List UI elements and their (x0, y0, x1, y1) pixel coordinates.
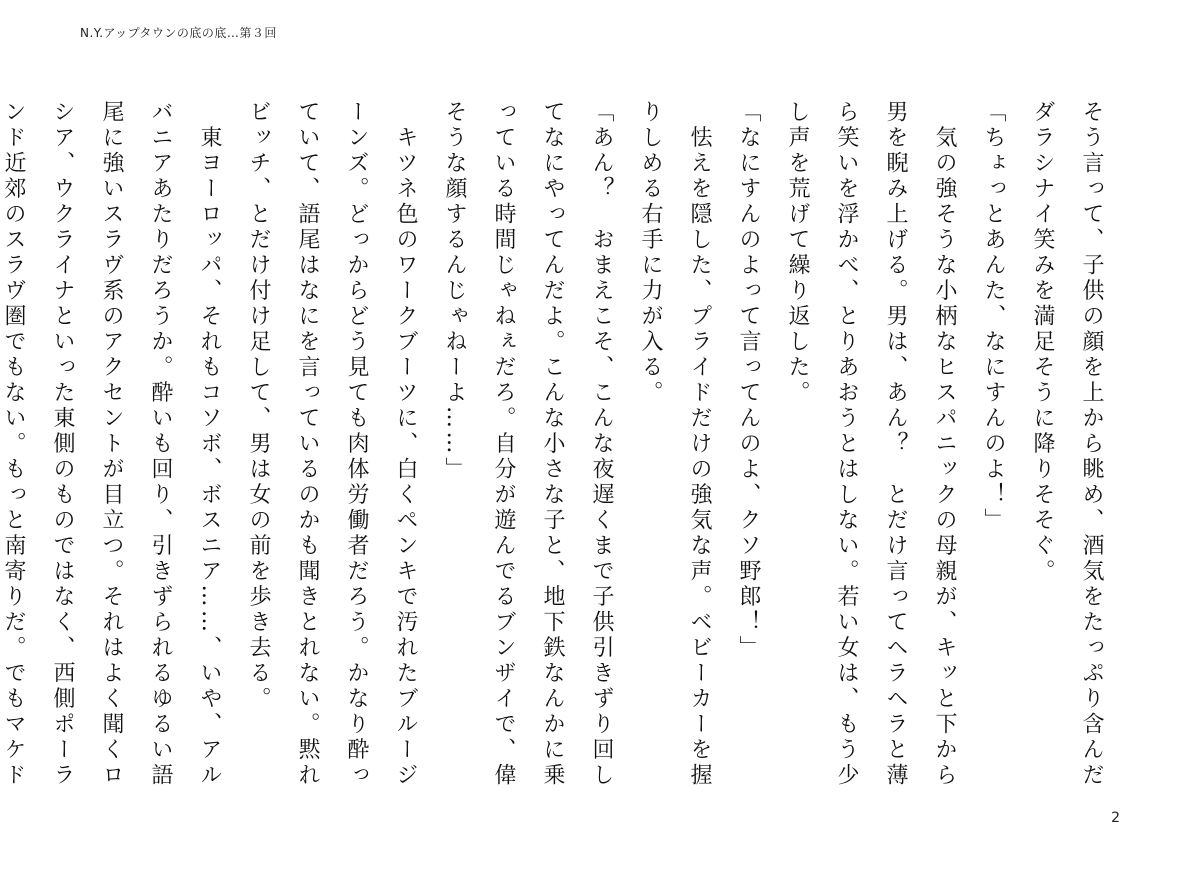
paragraph: 怯えを隠した、プライドだけの強気な声。ベビーカーを握りしめる右手に力が入る。 (638, 100, 712, 789)
running-header: N.Y.アップタウンの底の底…第３回 (80, 26, 277, 40)
paragraph: 東ヨーロッパ、それもコソボ、ボスニア……、いや、アルバニアあたりだろうか。酔いも回り、引きずられるゆるい語尾に強いスラヴ系のアクセントが目立つ。それはよく聞くロシア、ウクライナといった東側のものではなく、西側ポーランド近郊のスラヴ圏でもない。もっと南寄りだ。でもマケド (1, 100, 222, 789)
paragraph: そう言って、子供の顔を上から眺め、酒気をたっぷり含んだダラシナイ笑みを満足そうに降りそそぐ。 (1030, 100, 1104, 789)
paragraph: キツネ色のワークブーツに、白くペンキで汚れたブルージーンズ。どっからどう見ても肉体労働者だろう。かなり酔っていて、語尾はなにを言っているのかも聞きとれない。黙れビッチ、とだけ付け足して、男は女の前を歩き去る。 (246, 100, 418, 789)
body-text (1, 100, 1116, 800)
paragraph: 「なにすんのよって言ってんのよ、クソ野郎！」 (736, 100, 761, 661)
paragraph: 気の強そうな小柄なヒスパニックの母親が、キッと下から男を睨み上げる。男は、あん？ とだけ言ってヘラヘラと薄ら笑いを浮かべ、とりあおうとはしない。若い女は、もう少し声を荒げて繰り返した。 (785, 100, 957, 789)
page-number: 2 (1111, 810, 1120, 826)
paragraph: 「あん？ おまえこそ、こんな夜遅くまで子供引きずり回してなにやってんだよ。こんな小さな子と、地下鉄なんかに乗っている時間じゃねぇだろ。自分が遊んでるブンザイで、偉そうな顔するんじゃねーよ……」 (442, 100, 614, 789)
paragraph: 「ちょっとあんた、なにすんのよ！」 (981, 100, 1006, 534)
